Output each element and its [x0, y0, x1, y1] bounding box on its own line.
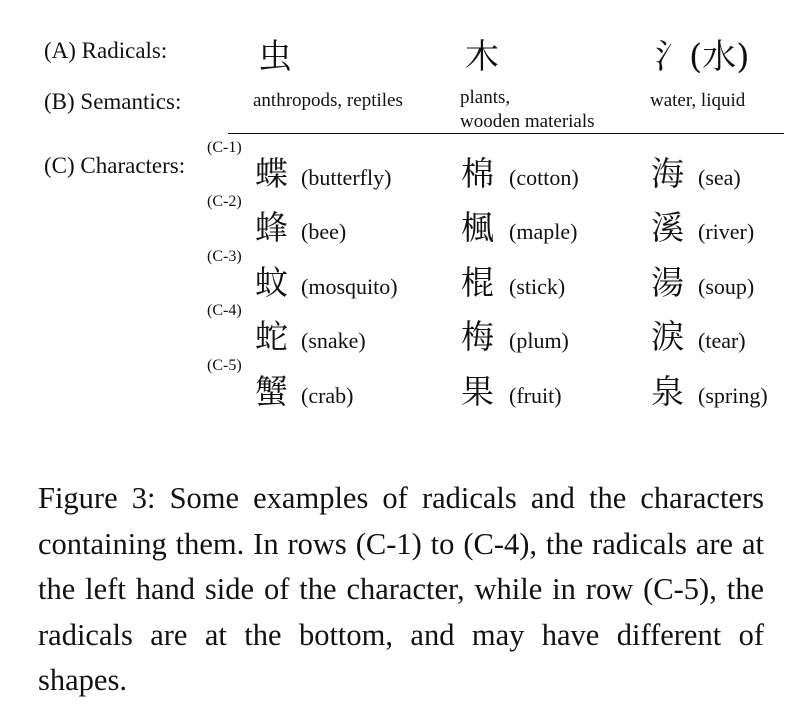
- character: 蜂: [255, 208, 288, 247]
- semantic-tree-line1: plants,: [460, 87, 511, 108]
- radical-water: 氵(水): [655, 37, 750, 77]
- table-rule: [228, 133, 784, 134]
- label-radicals: (A) Radicals:: [44, 38, 168, 63]
- character: 溪: [651, 208, 684, 247]
- character: 蚊: [255, 263, 288, 302]
- character: 棉: [461, 154, 494, 193]
- character: 楓: [461, 208, 494, 247]
- row-id: (C-5): [207, 357, 242, 374]
- row-id: (C-2): [207, 193, 242, 210]
- character-gloss: (stick): [509, 274, 566, 299]
- character-gloss: (butterfly): [301, 165, 392, 190]
- character-gloss: (river): [698, 219, 755, 244]
- row-id: (C-3): [207, 248, 242, 265]
- radical-insect: 虫: [258, 37, 292, 77]
- character: 湯: [651, 263, 684, 302]
- character: 棍: [461, 263, 494, 302]
- row-id: (C-1): [207, 139, 242, 156]
- character: 蛇: [255, 317, 288, 356]
- label-characters: (C) Characters:: [44, 153, 186, 178]
- row-id: (C-4): [207, 302, 242, 319]
- character-gloss: (mosquito): [301, 274, 398, 299]
- character-gloss: (maple): [509, 219, 578, 244]
- character-gloss: (snake): [301, 328, 366, 353]
- character: 泉: [651, 372, 684, 411]
- character: 蟹: [255, 372, 288, 411]
- character-gloss: (spring): [698, 383, 768, 408]
- figure-caption: Figure 3: Some examples of radicals and the characters containing them. In rows (C-1) to (C-4), the radicals are at the left hand side of the character, while in row (C-5), the radicals are at the bottom, and may have different of shapes.: [38, 481, 764, 697]
- character-gloss: (bee): [301, 219, 347, 244]
- label-semantics: (B) Semantics:: [44, 89, 182, 114]
- character-gloss: (crab): [301, 383, 354, 408]
- semantic-insect: anthropods, reptiles: [253, 90, 403, 111]
- character-gloss: (soup): [698, 274, 755, 299]
- character-gloss: (cotton): [509, 165, 579, 190]
- semantic-tree-line2: wooden materials: [460, 111, 595, 132]
- character-gloss: (plum): [509, 328, 569, 353]
- character: 蝶: [255, 154, 288, 193]
- character-gloss: (sea): [698, 165, 741, 190]
- character: 海: [651, 154, 684, 193]
- character-gloss: (tear): [698, 328, 746, 353]
- radical-tree: 木: [465, 37, 499, 77]
- character: 淚: [651, 317, 684, 356]
- character: 果: [461, 372, 494, 411]
- character-gloss: (fruit): [509, 383, 562, 408]
- semantic-water: water, liquid: [650, 90, 746, 111]
- character: 梅: [461, 317, 494, 356]
